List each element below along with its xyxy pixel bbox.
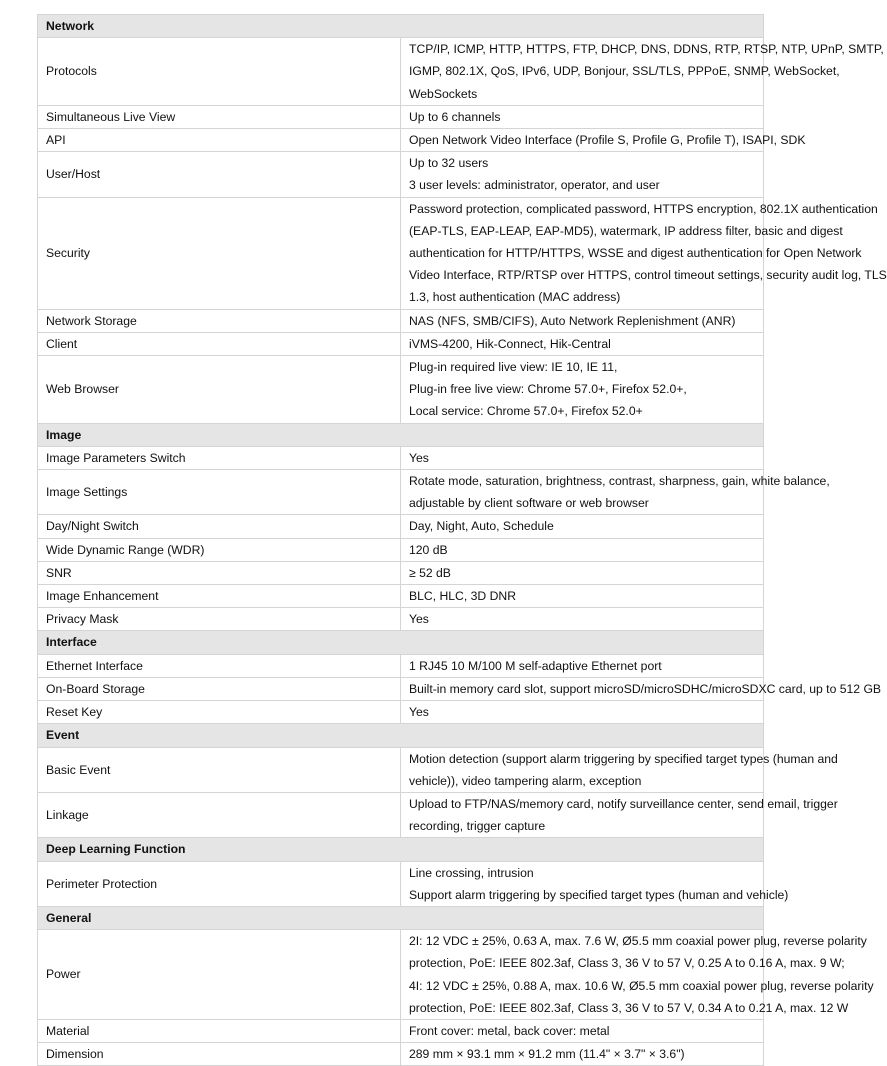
spec-label: SNR bbox=[38, 561, 401, 584]
spec-value-line: vehicle)), video tampering alarm, exception bbox=[409, 773, 642, 788]
spec-value-line: Support alarm triggering by specified target types (human and vehicle) bbox=[409, 887, 789, 902]
spec-value-line: BLC, HLC, 3D DNR bbox=[409, 589, 517, 604]
spec-value-line: Built-in memory card slot, support microSD/microSDHC/microSDXC card, up to 512 GB bbox=[409, 681, 882, 696]
section-title: Event bbox=[38, 724, 764, 747]
spec-value-line: Rotate mode, saturation, brightness, contrast, sharpness, gain, white balance, bbox=[409, 474, 830, 489]
spec-row bbox=[38, 332, 764, 355]
spec-value bbox=[401, 861, 789, 906]
spec-value-line: Yes bbox=[409, 450, 429, 465]
spec-value-line: protection, PoE: IEEE 802.3af, Class 3, 36 V to 57 V, 0.34 A to 0.21 A, max. 12 W bbox=[409, 1000, 849, 1015]
spec-value-line: adjustable by client software or web browser bbox=[409, 496, 649, 511]
spec-row bbox=[38, 197, 764, 309]
section-header-row bbox=[38, 631, 764, 654]
spec-value-line: Day, Night, Auto, Schedule bbox=[409, 519, 554, 534]
section-header-row bbox=[38, 15, 764, 38]
spec-value-line: 289 mm × 93.1 mm × 91.2 mm (11.4" × 3.7" × 3.6") bbox=[409, 1047, 685, 1062]
spec-label: Material bbox=[38, 1019, 401, 1042]
spec-value bbox=[401, 677, 882, 700]
spec-value-line: authentication for HTTP/HTTPS, WSSE and digest authentication for Open Network bbox=[409, 246, 862, 261]
spec-value bbox=[401, 608, 764, 631]
spec-row bbox=[38, 1043, 764, 1066]
spec-row bbox=[38, 677, 764, 700]
spec-value-line: WebSockets bbox=[409, 86, 478, 101]
spec-value-line: Open Network Video Interface (Profile S, Profile G, Profile T), ISAPI, SDK bbox=[409, 133, 806, 148]
spec-row bbox=[38, 747, 764, 792]
spec-value bbox=[401, 930, 874, 1020]
spec-value-line: Video Interface, RTP/RTSP over HTTPS, control timeout settings, security audit log, TLS bbox=[409, 268, 887, 283]
spec-label: API bbox=[38, 129, 401, 152]
spec-value-line: Front cover: metal, back cover: metal bbox=[409, 1023, 610, 1038]
spec-row bbox=[38, 701, 764, 724]
spec-value bbox=[401, 1043, 764, 1066]
section-header-row bbox=[38, 906, 764, 929]
spec-row bbox=[38, 356, 764, 424]
spec-row bbox=[38, 608, 764, 631]
spec-value bbox=[401, 38, 884, 106]
spec-value bbox=[401, 654, 764, 677]
spec-row bbox=[38, 538, 764, 561]
spec-value-line: Upload to FTP/NAS/memory card, notify surveillance center, send email, trigger bbox=[409, 796, 838, 811]
spec-label: Protocols bbox=[38, 38, 401, 106]
spec-value-line: Plug-in free live view: Chrome 57.0+, Firefox 52.0+, bbox=[409, 382, 687, 397]
spec-value-line: iVMS-4200, Hik-Connect, Hik-Central bbox=[409, 336, 611, 351]
spec-row bbox=[38, 515, 764, 538]
spec-value bbox=[401, 152, 764, 197]
spec-value-line: 120 dB bbox=[409, 542, 448, 557]
spec-label: Web Browser bbox=[38, 356, 401, 424]
spec-row bbox=[38, 561, 764, 584]
section-title: Network bbox=[38, 15, 764, 38]
spec-value bbox=[401, 197, 887, 309]
spec-label: Day/Night Switch bbox=[38, 515, 401, 538]
spec-value bbox=[401, 470, 830, 515]
spec-row bbox=[38, 152, 764, 197]
spec-label: Power bbox=[38, 930, 401, 1020]
spec-value bbox=[401, 561, 764, 584]
spec-row bbox=[38, 129, 764, 152]
spec-label: Client bbox=[38, 332, 401, 355]
section-title: Interface bbox=[38, 631, 764, 654]
spec-row bbox=[38, 470, 764, 515]
spec-value-line: protection, PoE: IEEE 802.3af, Class 3, 36 V to 57 V, 0.25 A to 0.16 A, max. 9 W; bbox=[409, 956, 845, 971]
spec-value-line: Local service: Chrome 57.0+, Firefox 52.0+ bbox=[409, 404, 643, 419]
spec-value bbox=[401, 701, 764, 724]
spec-value-line: Up to 32 users bbox=[409, 156, 489, 171]
spec-row bbox=[38, 1019, 764, 1042]
spec-value bbox=[401, 129, 806, 152]
spec-value-line: recording, trigger capture bbox=[409, 819, 546, 834]
spec-label: Privacy Mask bbox=[38, 608, 401, 631]
spec-value bbox=[401, 585, 764, 608]
spec-value bbox=[401, 747, 838, 792]
spec-value bbox=[401, 332, 764, 355]
spec-label: User/Host bbox=[38, 152, 401, 197]
spec-value-line: 1.3, host authentication (MAC address) bbox=[409, 290, 621, 305]
spec-value-line: 2I: 12 VDC ± 25%, 0.63 A, max. 7.6 W, Ø5.5 mm coaxial power plug, reverse polarity bbox=[409, 934, 867, 949]
spec-table bbox=[37, 14, 887, 1066]
spec-label: Simultaneous Live View bbox=[38, 105, 401, 128]
spec-value-line: Line crossing, intrusion bbox=[409, 865, 534, 880]
spec-value bbox=[401, 105, 764, 128]
spec-label: Network Storage bbox=[38, 309, 401, 332]
spec-row bbox=[38, 930, 764, 1020]
spec-value-line: TCP/IP, ICMP, HTTP, HTTPS, FTP, DHCP, DNS, DDNS, RTP, RTSP, NTP, UPnP, SMTP, bbox=[409, 42, 884, 57]
spec-value-line: 3 user levels: administrator, operator, and user bbox=[409, 178, 660, 193]
spec-value bbox=[401, 792, 838, 837]
spec-value-line: Yes bbox=[409, 612, 429, 627]
section-header-row bbox=[38, 838, 764, 861]
spec-value-line: NAS (NFS, SMB/CIFS), Auto Network Replenishment (ANR) bbox=[409, 313, 736, 328]
spec-row bbox=[38, 38, 764, 106]
spec-label: Image Parameters Switch bbox=[38, 446, 401, 469]
spec-label: Reset Key bbox=[38, 701, 401, 724]
spec-label: Basic Event bbox=[38, 747, 401, 792]
section-title: Image bbox=[38, 423, 764, 446]
spec-value-line: (EAP-TLS, EAP-LEAP, EAP-MD5), watermark, IP address filter, basic and digest bbox=[409, 223, 843, 238]
spec-row bbox=[38, 861, 764, 906]
spec-value-line: Yes bbox=[409, 705, 429, 720]
spec-table-body bbox=[38, 15, 887, 1066]
spec-value bbox=[401, 356, 764, 424]
spec-row bbox=[38, 309, 764, 332]
spec-row bbox=[38, 792, 764, 837]
spec-label: Image Enhancement bbox=[38, 585, 401, 608]
section-title: Deep Learning Function bbox=[38, 838, 764, 861]
spec-value bbox=[401, 309, 764, 332]
spec-value-line: Password protection, complicated password, HTTPS encryption, 802.1X authentication bbox=[409, 201, 878, 216]
spec-label: Dimension bbox=[38, 1043, 401, 1066]
spec-label: Linkage bbox=[38, 792, 401, 837]
spec-row bbox=[38, 446, 764, 469]
spec-value bbox=[401, 515, 764, 538]
spec-label: Security bbox=[38, 197, 401, 309]
spec-value-line: 4I: 12 VDC ± 25%, 0.88 A, max. 10.6 W, Ø5.5 mm coaxial power plug, reverse polarity bbox=[409, 978, 874, 993]
spec-value-line: IGMP, 802.1X, QoS, IPv6, UDP, Bonjour, SSL/TLS, PPPoE, SNMP, WebSocket, bbox=[409, 64, 840, 79]
spec-row bbox=[38, 654, 764, 677]
spec-value bbox=[401, 1019, 764, 1042]
spec-value-line: Up to 6 channels bbox=[409, 109, 501, 124]
spec-row bbox=[38, 105, 764, 128]
section-title: General bbox=[38, 906, 764, 929]
spec-label: Ethernet Interface bbox=[38, 654, 401, 677]
section-header-row bbox=[38, 724, 764, 747]
spec-value-line: Plug-in required live view: IE 10, IE 11, bbox=[409, 360, 618, 375]
spec-label: On-Board Storage bbox=[38, 677, 401, 700]
spec-label: Wide Dynamic Range (WDR) bbox=[38, 538, 401, 561]
spec-row bbox=[38, 585, 764, 608]
spec-value-line: Motion detection (support alarm triggering by specified target types (human and bbox=[409, 751, 838, 766]
spec-value-line: 1 RJ45 10 M/100 M self-adaptive Ethernet port bbox=[409, 658, 662, 673]
spec-value bbox=[401, 538, 764, 561]
spec-value-line: ≥ 52 dB bbox=[409, 565, 451, 580]
spec-label: Perimeter Protection bbox=[38, 861, 401, 906]
spec-label: Image Settings bbox=[38, 470, 401, 515]
section-header-row bbox=[38, 423, 764, 446]
spec-value bbox=[401, 446, 764, 469]
